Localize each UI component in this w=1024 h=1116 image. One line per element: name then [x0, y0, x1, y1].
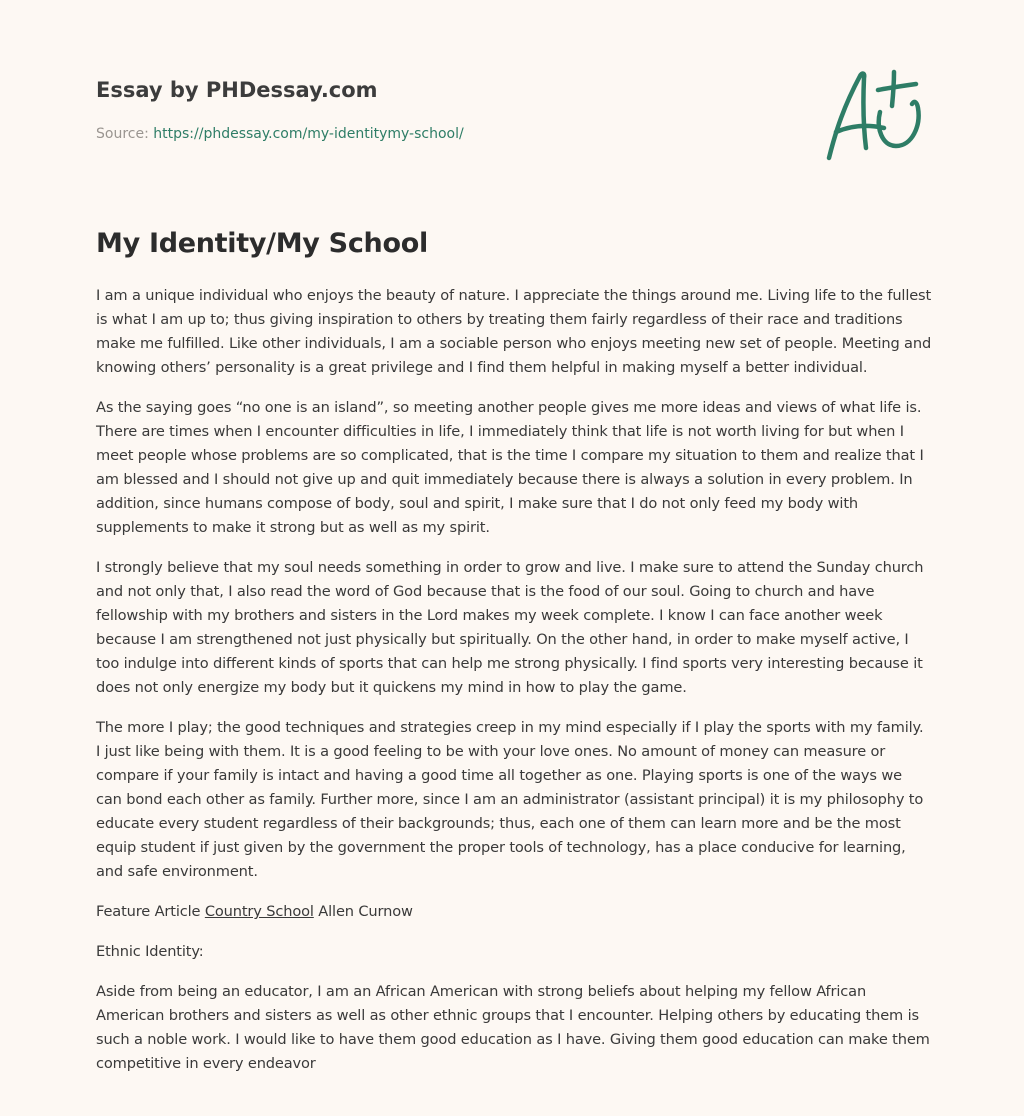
paragraph: As the saying goes “no one is an island”, so meeting another people gives me more ideas and views of what life is. There are times when I encounter difficulties in life, I immediately think that life is not worth living for but when I meet people whose problems are so complicated, that is the time I compare my situation to them and realize that I am blessed and I should not give up and quit immediately because there is always a solution in every problem. In addition, since humans compose of body, soul and spirit, I make sure that I do not only feed my body with supplements to make it strong but as well as my spirit.: [96, 399, 924, 536]
essay-body: [96, 284, 932, 1092]
paragraph: The more I play; the good techniques and strategies creep in my mind especially if I play the sports with my family. I just like being with them. It is a good feeling to be with your love ones. No amount of money can measure or compare if your family is intact and having a good time all together as one. Playing sports is one of the ways we can bond each other as family. Further more, since I am an administrator (assistant principal) it is my philosophy to educate every student regardless of their backgrounds; thus, each one of them can learn more and be the most equip student if just given by the government the proper tools of technology, has a place conducive for learning, and safe environment.: [96, 719, 924, 880]
paragraph: I am a unique individual who enjoys the beauty of nature. I appreciate the things around me. Living life to the fullest is what I am up to; thus giving inspiration to others by treating them fairly regardless of their race and traditions make me fulfilled. Like other individuals, I am a sociable person who enjoys meeting new set of people. Meeting and knowing others’ personality is a great privilege and I find them helpful in making myself a better individual.: [96, 287, 932, 376]
source-line: [96, 124, 928, 144]
feature-suffix: Allen Curnow: [313, 903, 413, 920]
feature-prefix: Feature Article: [96, 903, 205, 920]
source-label: Source:: [96, 126, 154, 142]
source-link[interactable]: https://phdessay.com/my-identitymy-school/: [153, 126, 464, 142]
paragraph: Aside from being an educator, I am an African American with strong beliefs about helping my fellow African American brothers and sisters as well as other ethnic groups that I encounter. Helping others by educating them is such a noble work. I would like to have them good education as I have. Giving them good education can make them competitive in every endeavor: [96, 983, 930, 1072]
site-title: Essay by PHDessay.com: [96, 78, 378, 102]
a-plus-logo-icon: [822, 68, 928, 164]
feature-article-link[interactable]: Country School: [204, 903, 314, 920]
feature-article-line: [96, 900, 932, 924]
essay-title: My Identity/My School: [96, 228, 428, 259]
section-heading: Ethnic Identity:: [96, 943, 204, 960]
header: [96, 72, 928, 144]
paragraph: I strongly believe that my soul needs something in order to grow and live. I make sure to attend the Sunday church and not only that, I also read the word of God because that is the food of our soul. Going to church and have fellowship with my brothers and sisters in the Lord makes my week complete. I know I can face another week because I am strengthened not just physically but spiritually. On the other hand, in order to make myself active, I too indulge into different kinds of sports that can help me strong physically. I find sports very interesting because it does not only energize my body but it quickens my mind in how to play the game.: [96, 559, 924, 696]
